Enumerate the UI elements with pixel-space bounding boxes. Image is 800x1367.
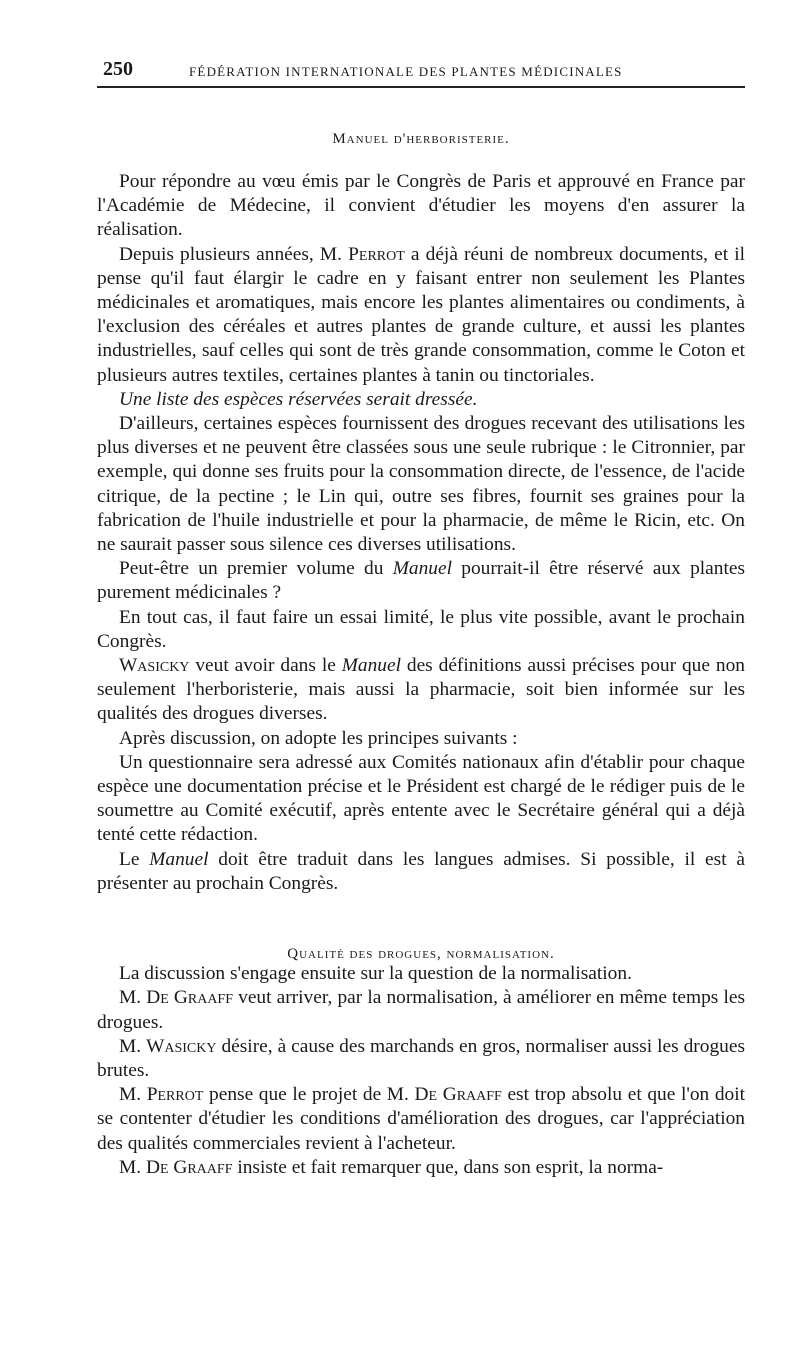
paragraph: Pour répondre au vœu émis par le Congrès de Paris et approuvé en France par l'Académie de Médecine, il convient d'étudier les moyens d'en assurer la réalisation.	[97, 171, 745, 241]
paragraph: D'ailleurs, certaines espèces fournissent des drogues recevant des utilisations les plus diverses et ne peuvent être classées sous une seule rubrique : le Citronnier, par exemple, qui donne ses fruits pour la consommation directe, de l'essence, de l'acide citrique, de la pectine ; le Lin qui, outre ses fibres, fournit ses graines pour la fabrication de l'huile industrielle et pour la pharmacie, de même le Ricin, etc. On ne saurait passer sous silence ces diverses utilisations.	[97, 413, 745, 556]
paragraph: M. De Graaff veut arriver, par la normalisation, à améliorer en même temps les drogues.	[97, 987, 746, 1033]
person-name: De Graaff	[146, 987, 234, 1009]
paragraph-italic: Une liste des espèces réservées serait dressée.	[119, 388, 478, 410]
paragraph: En tout cas, il faut faire un essai limité, le plus vite possible, avant le prochain Congrès.	[97, 606, 745, 652]
page-number: 250	[103, 58, 133, 80]
paragraph: Wasicky veut avoir dans le Manuel des définitions aussi précises pour que non seulement l'herboristerie, mais aussi la pharmacie, soit bien informée sur les qualités des drogues diverses.	[97, 655, 745, 725]
paragraph: M. Perrot pense que le projet de M. De Graaff est trop absolu et que l'on doit se contenter d'étudier les conditions d'amélioration des drogues, car l'appréciation des qualités commerciales revient à l'acheteur.	[97, 1084, 745, 1154]
section-title-manuel: Manuel d'herboristerie.	[332, 131, 510, 147]
paragraph: Un questionnaire sera adressé aux Comités nationaux afin d'établir pour chaque espèce une documentation précise et le Président est chargé de le rédiger puis de le soumettre au Comité exécutif, après entente avec le Secrétaire général qui a déjà tenté cette rédaction.	[97, 751, 745, 846]
paragraph: Le Manuel doit être traduit dans les langues admises. Si possible, il est à présenter au prochain Congrès.	[97, 848, 745, 894]
paragraph: M. Wasicky désire, à cause des marchands en gros, normaliser aussi les drogues brutes.	[97, 1035, 745, 1081]
paragraph: Depuis plusieurs années, M. Perrot a déjà réuni de nombreux documents, et il pense qu'il faut élargir le cadre en y faisant entrer non seulement les Plantes médicinales et aromatiques, mais encore les plantes alimentaires ou condiments, à l'exclusion des céréales et autres plantes de grande culture, et aussi les plantes industrielles, sauf celles qui sont de très grande consommation, comme le Coton et plusieurs autres textiles, certaines plantes à tanin ou tinctoriales.	[97, 243, 745, 386]
person-name: Wasicky	[146, 1035, 217, 1057]
person-name: Perrot	[146, 1084, 204, 1106]
paragraph: Peut-être un premier volume du Manuel pourrait-il être réservé aux plantes purement médicinales ?	[97, 558, 746, 604]
person-name: Wasicky	[119, 655, 190, 677]
paragraph: Après discussion, on adopte les principes suivants :	[119, 727, 518, 749]
page-body	[97, 124, 745, 1180]
person-name: Perrot	[348, 243, 405, 265]
paragraph: M. De Graaff insiste et fait remarquer que, dans son esprit, la norma-	[119, 1156, 664, 1178]
section-title-qualite: Qualité des drogues, normalisation.	[287, 946, 555, 963]
running-title: FÉDÉRATION INTERNATIONALE DES PLANTES MÉDICINALES	[189, 64, 623, 79]
person-name: De Graaff	[145, 1156, 233, 1178]
paragraph: La discussion s'engage ensuite sur la question de la normalisation.	[119, 963, 632, 985]
person-name: De Graaff	[414, 1084, 502, 1106]
page-header	[97, 58, 745, 88]
